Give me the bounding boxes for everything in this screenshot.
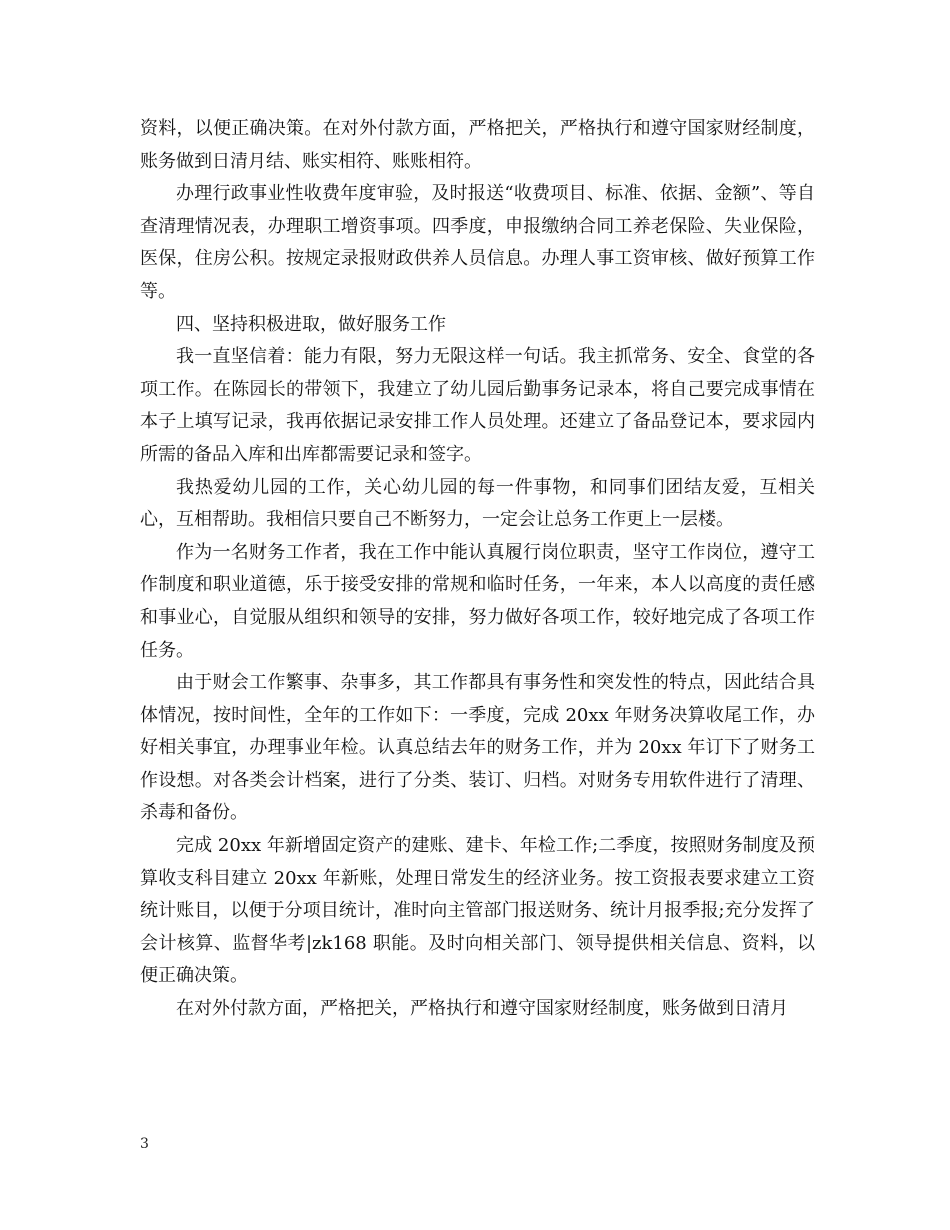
- section-heading: 四、坚持积极进取，做好服务工作: [176, 313, 446, 335]
- paragraph-2: 办理行政事业性收费年度审验，及时报送“收费项目、标准、依据、金额”、等自查清理情况表，办理职工增资事项。四季度，申报缴纳合同工养老保险、失业保险，医保，住房公积。按规定录报财政供养人员信息。办理人事工资审核、做好预算工作等。: [140, 183, 815, 302]
- paragraph-5: 我热爱幼儿园的工作，关心幼儿园的每一件事物，和同事们团结友爱，互相关心，互相帮助。我相信只要自己不断努力，一定会让总务工作更上一层楼。: [140, 476, 815, 531]
- paragraph-7: 由于财会工作繁事、杂事多，其工作都具有事务性和突发性的特点，因此结合具体情况，按时间性，全年的工作如下：一季度，完成 20xx 年财务决算收尾工作，办好相关事宜，办理事业年检。认真总结去年的财务工作，并为 20xx 年订下了财务工作设想。对各类会计档案，进行了分类、装订、归档。对财务专用软件进行了清理、杀毒和备份。: [140, 672, 815, 824]
- paragraph-4: 我一直坚信着：能力有限，努力无限这样一句话。我主抓常务、安全、食堂的各项工作。在陈园长的带领下，我建立了幼儿园后勤事务记录本，将自己要完成事情在本子上填写记录，我再依据记录安排工作人员处理。还建立了备品登记本，要求园内所需的备品入库和出库都需要记录和签字。: [140, 346, 815, 465]
- paragraph-6: 作为一名财务工作者，我在工作中能认真履行岗位职责，坚守工作岗位，遵守工作制度和职业道德，乐于接受安排的常规和临时任务，一年来，本人以高度的责任感和事业心，自觉服从组织和领导的安排，努力做好各项工作，较好地完成了各项工作任务。: [140, 541, 815, 661]
- paragraph-9: 在对外付款方面，严格把关，严格执行和遵守国家财经制度，账务做到日清月: [176, 998, 788, 1020]
- document-body: [140, 113, 815, 1026]
- page-number: 3: [140, 1136, 149, 1152]
- paragraph-1: 资料，以便正确决策。在对外付款方面，严格把关，严格执行和遵守国家财经制度，账务做到日清月结、账实相符、账账相符。: [140, 118, 815, 172]
- paragraph-8: 完成 20xx 年新增固定资产的建账、建卡、年检工作;二季度，按照财务制度及预算收支科目建立 20xx 年新账，处理日常发生的经济业务。按工资报表要求建立工资统计账目，以便于分项目统计，准时向主管部门报送财务、统计月报季报;充分发挥了会计核算、监督华考|zk168 职能。及时向相关部门、领导提供相关信息、资料，以便正确决策。: [140, 835, 815, 987]
